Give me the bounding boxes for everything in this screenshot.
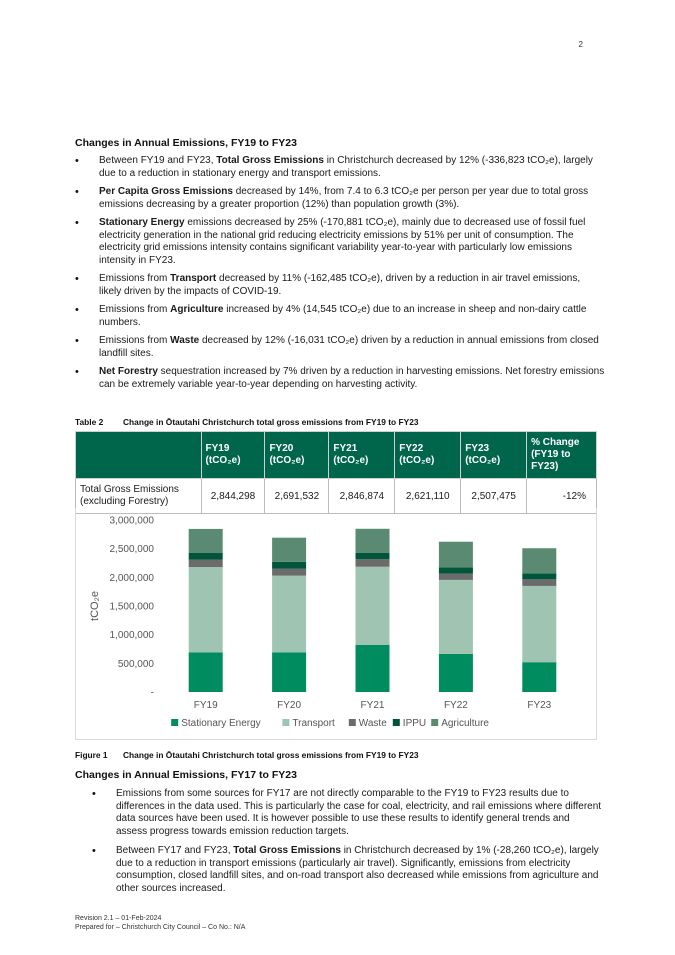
table-header-row [76, 432, 597, 479]
bar-segment-stationary-energy [439, 654, 473, 692]
legend-swatch [393, 719, 400, 726]
table-header-cell: FY22 (tCO₂e) [395, 432, 461, 479]
legend-swatch [431, 719, 438, 726]
bullet-bold-term: Net Forestry [99, 366, 158, 377]
bullet-text: Emissions from some sources for FY17 are not directly comparable to the FY19 to FY23 results due to differences in the data used. This is particularly the case for coal, electricity, and rail emissions where different data sources have been used. It is however possible to use these results to identify general trends and assess progress towards emission reduction targets. [116, 788, 602, 837]
section-title-fy17-fy23: Changes in Annual Emissions, FY17 to FY23 [75, 769, 297, 781]
legend-label: Transport [292, 718, 335, 729]
table-cell-percent-change: -12% [527, 479, 597, 514]
table-header-cell [76, 432, 202, 479]
legend-label: Stationary Energy [181, 718, 261, 729]
table-header-cell: FY23 (tCO₂e) [461, 432, 527, 479]
legend-label: IPPU [402, 718, 427, 729]
figure-caption-text: Change in Ōtautahi Christchurch total gross emissions from FY19 to FY23 [123, 750, 419, 760]
bullet-item [75, 304, 605, 329]
bar-segment-agriculture [189, 529, 223, 553]
bar-segment-agriculture [272, 538, 306, 562]
bullet-item [75, 273, 605, 298]
bar-segment-ippu [439, 567, 473, 573]
y-tick-label: 1,500,000 [109, 601, 154, 613]
bullet-text: Between FY17 and FY23, [116, 845, 234, 856]
table-row-label: Total Gross Emissions (excluding Forestry) [76, 479, 202, 514]
chart-container [75, 508, 597, 740]
bar-segment-agriculture [439, 542, 473, 568]
bullet-bold-term: Transport [170, 273, 217, 284]
bar-segment-transport [272, 576, 306, 653]
bullet-item [92, 788, 602, 838]
page-number: 2 [578, 40, 583, 49]
bullet-item [75, 155, 605, 180]
x-tick-label: FY21 [360, 700, 385, 711]
bar-segment-agriculture [522, 548, 556, 573]
x-tick-label: FY20 [277, 700, 302, 711]
bar-segment-ippu [356, 553, 390, 560]
bullet-bold-term: Total Gross Emissions [216, 155, 324, 166]
footer-prepared-for: Prepared for – Christchurch City Council – Co No.: N/A [75, 923, 246, 931]
x-tick-label: FY19 [193, 700, 218, 711]
bar-segment-waste [272, 569, 306, 576]
bar-segment-waste [522, 579, 556, 586]
y-axis-label: tCO₂e [89, 591, 101, 621]
table-cell: 2,844,298 [201, 479, 265, 514]
bullet-text: in Christchurch decreased by 1% (-28,260 tCO₂e), largely due to a reduction in transport emissions (particularly air travel). Significantly, emissions from electricity consumption, closed landfill sites, and on-road transport also decreased while emissions from agriculture and other sources increased. [116, 845, 599, 894]
bullet-text: Between FY19 and FY23, [99, 155, 217, 166]
table-header-cell: % Change (FY19 to FY23) [527, 432, 597, 479]
bar-segment-stationary-energy [522, 662, 556, 692]
bar-segment-transport [356, 567, 390, 645]
bullet-bold-term: Total Gross Emissions [233, 845, 341, 856]
table-cell: 2,691,532 [265, 479, 329, 514]
x-tick-label: FY22 [443, 700, 468, 711]
bullet-text: increased by 4% (14,545 tCO₂e) due to an increase in sheep and non-dairy cattle numbers. [99, 304, 587, 328]
bullet-text: Emissions from [99, 304, 171, 315]
bar-segment-waste [439, 574, 473, 580]
y-tick-label: 2,500,000 [109, 544, 154, 556]
y-tick-label: 2,000,000 [109, 572, 154, 584]
footer [75, 915, 245, 932]
bullet-item [75, 335, 605, 360]
bar-segment-waste [189, 560, 223, 567]
bar-segment-stationary-energy [272, 652, 306, 692]
bullet-bold-term: Agriculture [170, 304, 224, 315]
bar-segment-stationary-energy [189, 652, 223, 692]
section-title-fy19-fy23: Changes in Annual Emissions, FY19 to FY23 [75, 137, 297, 149]
table-cell: 2,846,874 [329, 479, 395, 514]
legend-label: Waste [358, 718, 387, 729]
table-header-cell: FY20 (tCO₂e) [265, 432, 329, 479]
bar-segment-transport [189, 567, 223, 652]
bullet-list-fy17-fy23 [92, 788, 602, 902]
legend-swatch [282, 719, 289, 726]
emissions-table [75, 431, 597, 514]
bar-segment-transport [439, 580, 473, 654]
y-tick-label: - [150, 687, 154, 699]
bar-segment-ippu [522, 573, 556, 579]
stacked-bar-chart [76, 508, 598, 740]
bar-segment-agriculture [356, 529, 390, 553]
bullet-text: decreased by 14%, from 7.4 to 6.3 tCO₂e per person per year due to total gross emissions decreasing by a greater proportion (12%) than population growth (3%). [99, 186, 589, 210]
bullet-bold-term: Per Capita Gross Emissions [99, 186, 233, 197]
bar-segment-transport [522, 586, 556, 662]
legend-swatch [171, 719, 178, 726]
bar-segment-ippu [189, 553, 223, 560]
table-caption-text: Change in Ōtautahi Christchurch total gross emissions from FY19 to FY23 [123, 417, 419, 427]
bullet-item [75, 186, 605, 211]
y-tick-label: 500,000 [117, 658, 154, 670]
bullet-text: sequestration increased by 7% driven by a reduction in harvesting emissions. Net forestry emissions can be extremely variable year-to-year depending on harvesting activity. [99, 366, 605, 390]
table-header-cell: FY21 (tCO₂e) [329, 432, 395, 479]
bullet-text: Emissions from [99, 335, 171, 346]
table-caption-number: Table 2 [75, 417, 104, 427]
bullet-item [75, 217, 605, 267]
bullet-item [75, 366, 605, 391]
bullet-text: Emissions from [99, 273, 171, 284]
bar-segment-stationary-energy [356, 645, 390, 692]
bullet-text: emissions decreased by 25% (-170,881 tCO₂e), mainly due to decreased use of fossil fuel electricity generation in the national grid reducing electricity emissions by 51% per unit of consumption. The electricity grid emissions intensity contains significant variability year-to-year with particularly low emissions intensity in FY23. [99, 217, 586, 266]
legend-label: Agriculture [441, 718, 490, 729]
y-tick-label: 3,000,000 [109, 515, 154, 527]
table-cell: 2,621,110 [395, 479, 461, 514]
bullet-text: decreased by 12% (-16,031 tCO₂e) driven by a reduction in annual emissions from closed landfill sites. [99, 335, 599, 359]
bar-segment-waste [356, 559, 390, 566]
legend-swatch [349, 719, 356, 726]
bullet-item [92, 845, 602, 895]
figure-caption-number: Figure 1 [75, 750, 108, 760]
y-tick-label: 1,000,000 [109, 630, 154, 642]
table-header-cell: FY19 (tCO₂e) [201, 432, 265, 479]
footer-revision: Revision 2.1 – 01-Feb-2024 [75, 915, 162, 922]
bullet-bold-term: Stationary Energy [99, 217, 185, 228]
table-caption [75, 417, 419, 427]
figure-caption [75, 750, 419, 760]
x-tick-label: FY23 [527, 700, 552, 711]
bullet-bold-term: Waste [170, 335, 200, 346]
bar-segment-ippu [272, 562, 306, 569]
bullet-text: decreased by 11% (-162,485 tCO₂e), driven by a reduction in air travel emissions, likely driven by the impacts of COVID-19. [99, 273, 581, 297]
table-cell: 2,507,475 [461, 479, 527, 514]
bullet-text: in Christchurch decreased by 12% (-336,823 tCO₂e), largely due to a reduction in stationary energy and transport emissions. [99, 155, 593, 179]
bullet-list-fy19-fy23 [75, 155, 605, 397]
